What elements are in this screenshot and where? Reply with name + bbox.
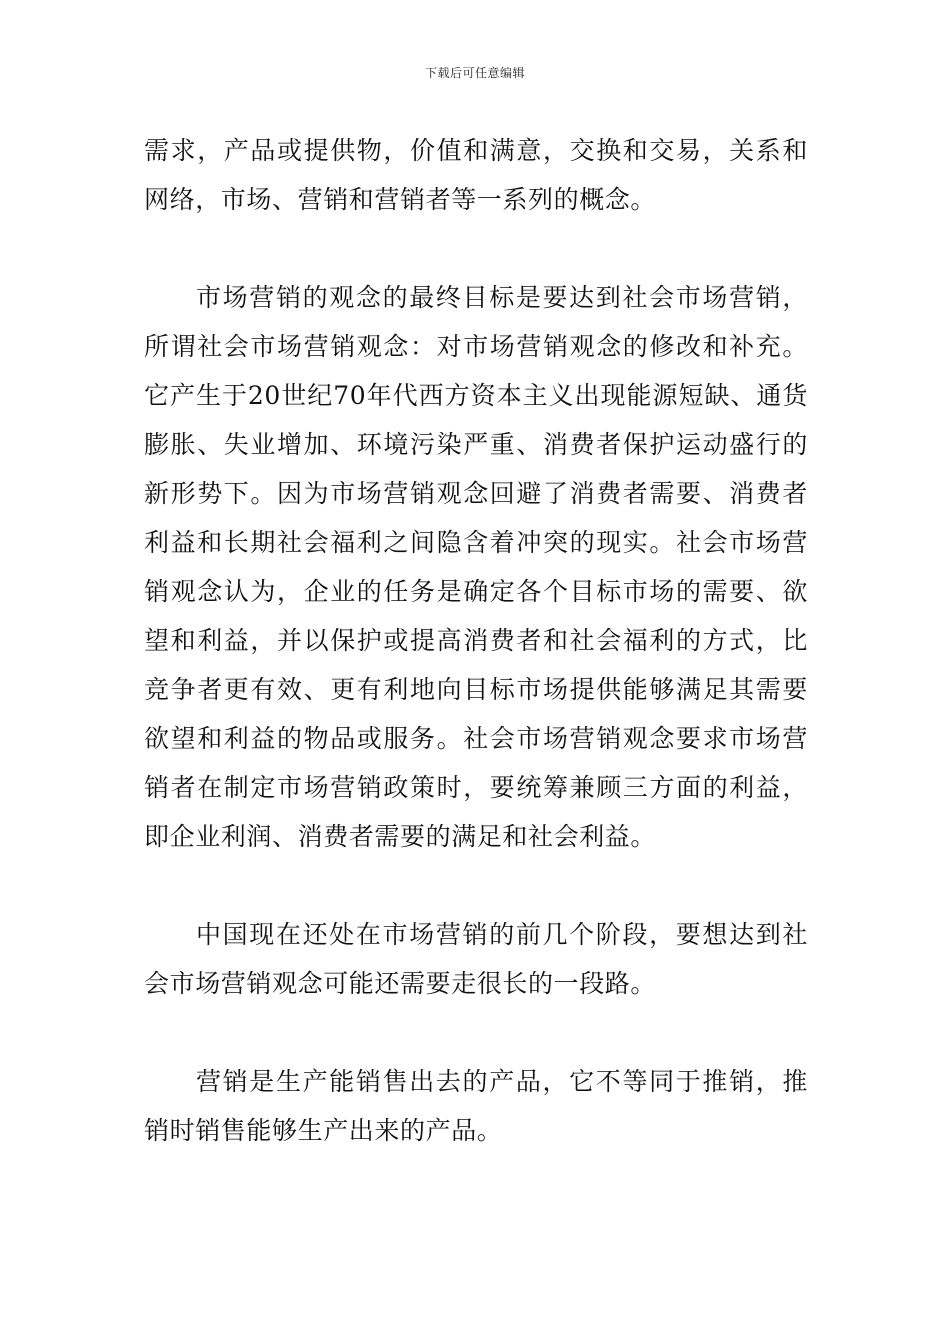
paragraph-1: 需求，产品或提供物，价值和满意，交换和交易，关系和网络，市场、营销和营销者等一系列的概念。 xyxy=(144,136,808,214)
paragraph-spacer xyxy=(144,1008,808,1057)
paragraph-3: 中国现在还处在市场营销的前几个阶段，要想达到社会市场营销观念可能还需要走很长的一段路。 xyxy=(144,920,808,998)
paragraph-spacer xyxy=(144,861,808,910)
document-body xyxy=(144,126,808,1155)
page-header: 下载后可任意编辑 xyxy=(424,66,525,80)
paragraph-2: 市场营销的观念的最终目标是要达到社会市场营销，所谓社会市场营销观念：对市场营销观念的修改和补充。它产生于20世纪70年代西方资本主义出现能源短缺、通货膨胀、失业增加、环境污染严重、消费者保护运动盛行的新形势下。因为市场营销观念回避了消费者需要、消费者利益和长期社会福利之间隐含着冲突的现实。社会市场营销观念认为，企业的任务是确定各个目标市场的需要、欲望和利益，并以保护或提高消费者和社会福利的方式，比竞争者更有效、更有利地向目标市场提供能够满足其需要欲望和利益的物品或服务。社会市场营销观念要求市场营销者在制定市场营销政策时，要统筹兼顾三方面的利益，即企业利润、消费者需要的满足和社会利益。 xyxy=(144,283,808,851)
paragraph-4: 营销是生产能销售出去的产品，它不等同于推销，推销时销售能够生产出来的产品。 xyxy=(144,1067,808,1145)
paragraph-spacer xyxy=(144,224,808,273)
